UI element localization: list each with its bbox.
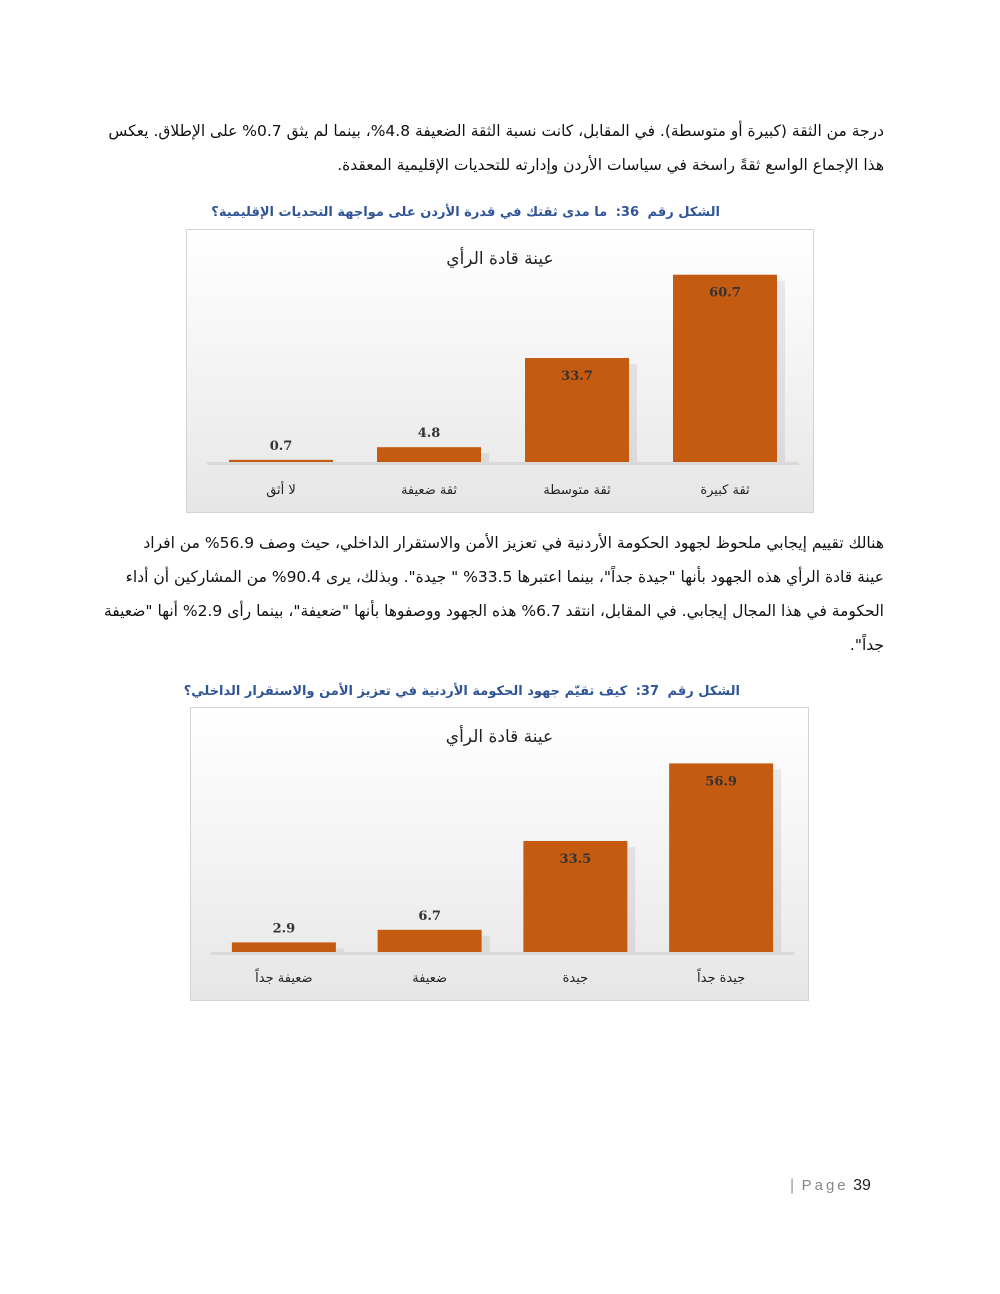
paragraph-2-line-1: هنالك تقييم إيجابي ملحوظ لجهود الحكومة الأردنية في تعزيز الأمن والاستقرار الداخلي، حيث وصف 56.9% من افراد xyxy=(143,534,884,552)
figure-36-bar-3 xyxy=(673,275,777,462)
figure-36-category-label-1: ثقة ضعيفة xyxy=(400,483,458,498)
figure-37-caption xyxy=(140,684,740,699)
paragraph-2-line-4: جداً". xyxy=(849,636,884,654)
figure-36-category-label-0: لا أثق xyxy=(266,483,296,498)
figure-37-bar-3 xyxy=(669,763,773,952)
footer-separator: | xyxy=(790,1177,795,1194)
paragraph-2-line-2: عينة قادة الرأي هذه الجهود بأنها "جيدة جداً"، بينما اعتبرها 33.5% " جيدة". وبذلك، يرى 90.4% من المشاركين أن أداء xyxy=(125,568,884,586)
page-number: 39 xyxy=(853,1177,871,1194)
figure-37-bar-shadow-1 xyxy=(482,936,490,952)
page-footer xyxy=(790,1177,871,1195)
figure-36-value-label-2: 33.7 xyxy=(561,369,593,385)
figure-37-chart xyxy=(190,707,809,1001)
paragraph-1 xyxy=(108,114,884,182)
figure-37-bar-shadow-3 xyxy=(773,769,781,952)
figure-37-title: عينة قادة الرأي xyxy=(445,727,554,747)
figure-37-category-label-0: ضعيفة جداً xyxy=(255,971,313,986)
figure-36-category-label-3: ثقة كبيرة xyxy=(700,483,750,498)
figure-37-value-label-3: 56.9 xyxy=(705,774,737,790)
figure-36-chart xyxy=(186,229,814,513)
figure-36-floor xyxy=(207,462,799,465)
figure-36-caption xyxy=(120,205,720,220)
figure-37-bar-shadow-0 xyxy=(336,948,344,952)
figure-36-title: عينة قادة الرأي xyxy=(446,249,554,269)
figure-37-category-label-3: جيدة جداً xyxy=(697,971,746,986)
figure-37-value-label-1: 6.7 xyxy=(418,908,441,924)
figure-37-category-label-1: ضعيفة xyxy=(412,971,448,986)
figure-36-bar-shadow-2 xyxy=(629,364,637,462)
paragraph-2-line-3: الحكومة في هذا المجال إيجابي. في المقابل، انتقد 6.7% هذه الجهود ووصفوها بأنها "ضعيفة"، بينما رأى 2.9% أنها "ضعيفة xyxy=(103,602,884,620)
figure-36-bar-1 xyxy=(377,447,481,462)
figure-36-number: 36: xyxy=(615,205,640,220)
figure-36-bar-0 xyxy=(229,460,333,462)
paragraph-1-line-1: درجة من الثقة (كبيرة أو متوسطة). في المقابل، كانت نسبة الثقة الضعيفة 4.8%، بينما لم يثق 0.7% على الإطلاق. يعكس xyxy=(108,122,884,140)
figure-36-caption-prefix: الشكل رقم xyxy=(647,205,720,220)
figure-37-bar-shadow-2 xyxy=(627,847,635,952)
figure-36-caption-text: ما مدى ثقتك في قدرة الأردن على مواجهة التحديات الإقليمية؟ xyxy=(211,205,608,220)
figure-37-svg xyxy=(191,708,808,1000)
figure-36-value-label-0: 0.7 xyxy=(269,438,293,454)
figure-37-value-label-0: 2.9 xyxy=(272,921,296,937)
figure-36-category-label-2: ثقة متوسطة xyxy=(543,483,611,498)
figure-37-caption-prefix: الشكل رقم xyxy=(667,684,740,699)
figure-37-category-label-2: جيدة xyxy=(562,971,589,986)
figure-36-bar-shadow-1 xyxy=(481,453,489,462)
figure-37-bar-0 xyxy=(232,942,336,952)
figure-36-value-label-1: 4.8 xyxy=(417,426,441,442)
paragraph-2 xyxy=(103,526,884,662)
paragraph-1-line-2: هذا الإجماع الواسع ثقةً راسخة في سياسات الأردن وإدارته للتحديات الإقليمية المعقدة. xyxy=(337,156,884,174)
footer-page-label: Page xyxy=(801,1177,849,1194)
figure-37-floor xyxy=(211,952,794,955)
figure-37-bar-1 xyxy=(378,930,482,952)
figure-36-value-label-3: 60.7 xyxy=(709,285,741,301)
figure-37-number: 37: xyxy=(635,684,660,699)
figure-36-svg xyxy=(187,230,813,512)
figure-37-value-label-2: 33.5 xyxy=(559,851,592,867)
figure-36-bar-shadow-3 xyxy=(777,281,785,462)
figure-37-caption-text: كيف تقيّم جهود الحكومة الأردنية في تعزيز الأمن والاستقرار الداخلي؟ xyxy=(183,684,628,699)
